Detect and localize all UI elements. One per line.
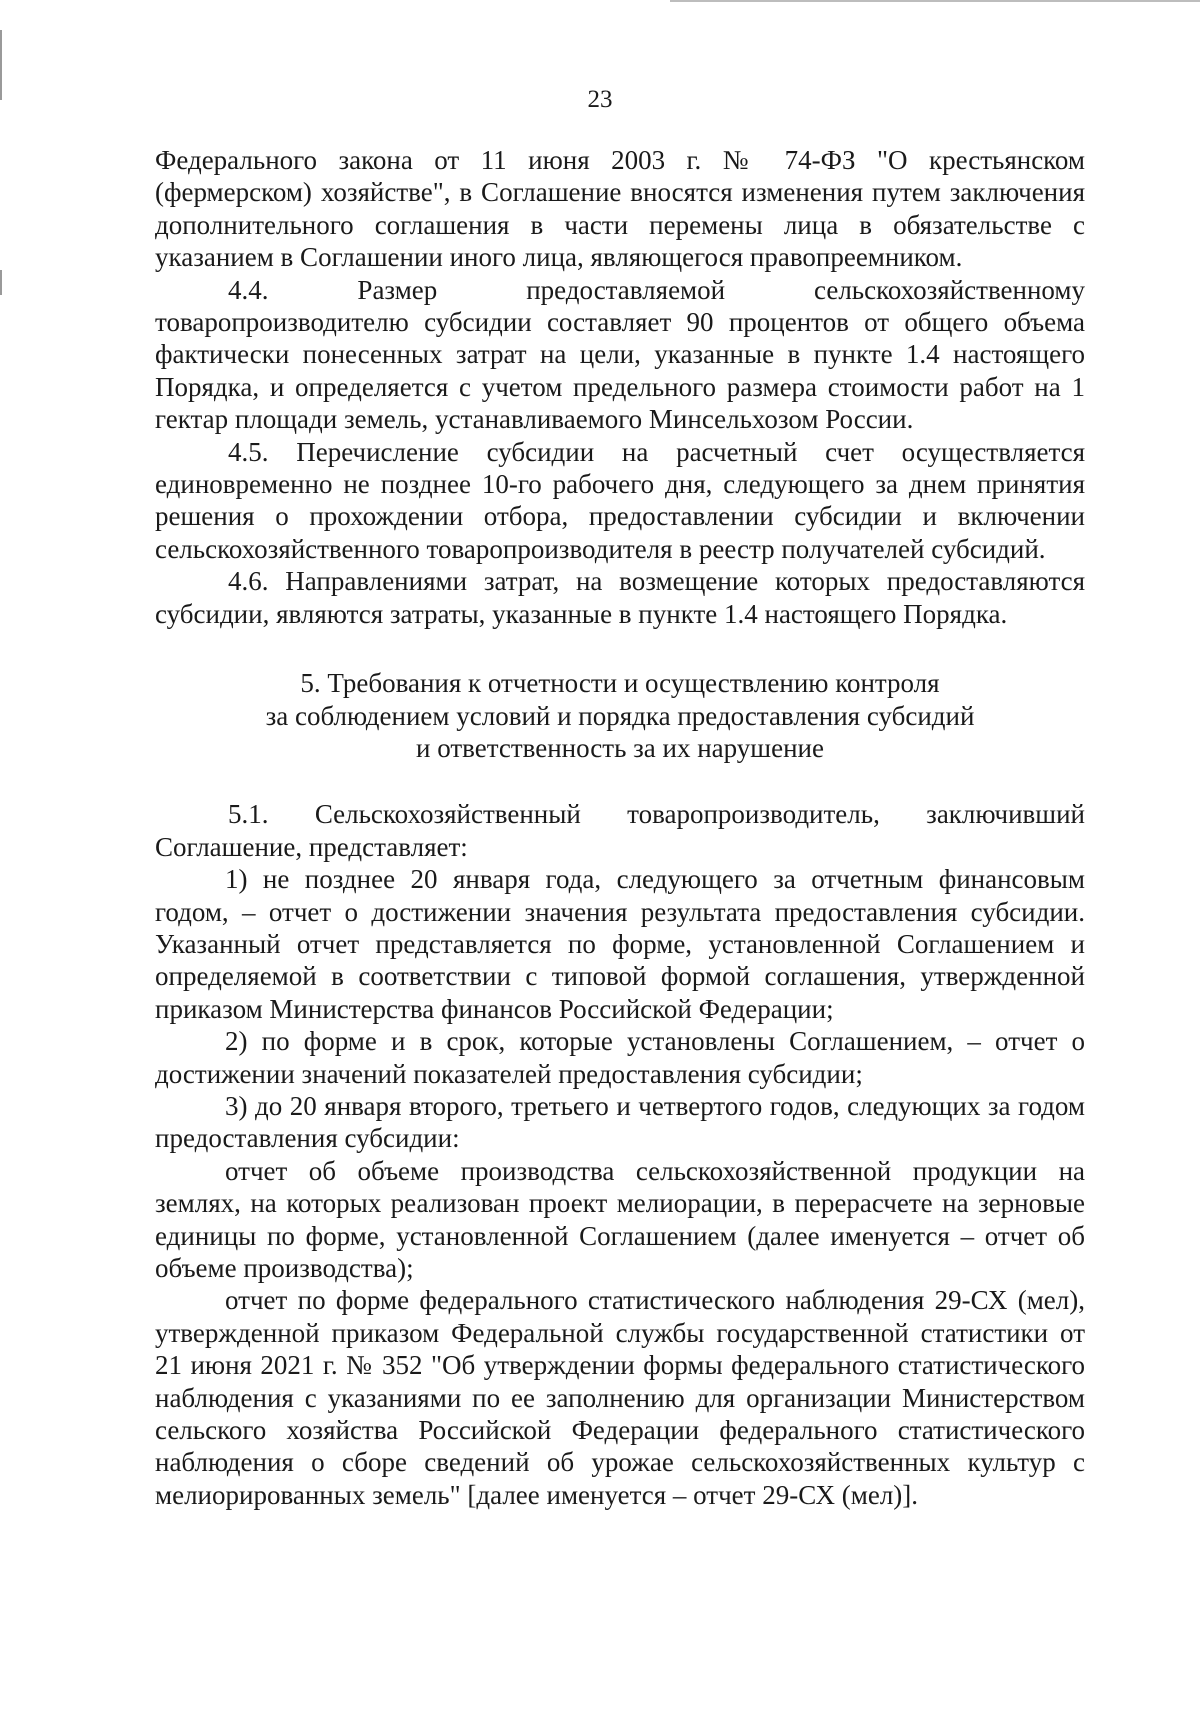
scan-edge-left	[0, 270, 2, 295]
paragraph-4-5: 4.5. Перечисление субсидии на расчетный счет осуществляется единовременно не позднее 10-го рабочего дня, следующего за днем принятия решения о прохождении отбора, предоставлении субсидии и включении сельскохозяйственного товаропроизводителя в реестр получателей субсидий.	[155, 436, 1085, 564]
paragraph-continuation: Федерального закона от 11 июня 2003 г. № 74-ФЗ "О крестьянском (фермерском) хозяйстве", в Соглашение вносятся изменения путем заключения дополнительного соглашения в части перемены лица в обязательстве с указанием в Соглашении иного лица, являющегося правопреемником.	[155, 145, 1085, 273]
paragraph-29cx-report: отчет по форме федерального статистического наблюдения 29-СХ (мел), утвержденной приказом Федеральной службы государственной статистики от 21 июня 2021 г. № 352 "Об утверждении формы федерального статистического наблюдения с указаниями по ее заполнению для организации Министерством сельского хозяйства Российской Федерации федерального статистического наблюдения о сборе сведений об урожае сельскохозяйственных культур с мелиорированных земель" [далее именуется – отчет 29-СХ (мел)].	[155, 1285, 1085, 1510]
paragraph-production-report: отчет об объеме производства сельскохозяйственной продукции на землях, на которых реализован проект мелиорации, в перерасчете на зерновые единицы по форме, установленной Соглашением (далее именуется – отчет об объеме производства);	[155, 1155, 1085, 1283]
page-number: 23	[587, 86, 613, 113]
paragraph-5-1: 5.1. Сельскохозяйственный товаропроизводитель, заключивший Соглашение, представляет:	[155, 799, 1085, 862]
section-5-title	[155, 667, 1085, 764]
paragraph-4-4: 4.4. Размер предоставляемой сельскохозяйственному товаропроизводителю субсидии составляет 90 процентов от общего объема фактически понесенных затрат на цели, указанные в пункте 1.4 настоящего Порядка, и определяется с учетом предельного размера стоимости работ на 1 гектар площади земель, устанавливаемого Минсельхозом России.	[155, 274, 1085, 435]
section-title-line: 5. Требования к отчетности и осуществлению контроля	[300, 668, 940, 699]
section-title-line: за соблюдением условий и порядка предоставления субсидий	[265, 700, 975, 731]
paragraph-item-2: 2) по форме и в срок, которые установлены Соглашением, – отчет о достижении значений показателей предоставления субсидии;	[155, 1026, 1085, 1089]
section-title-line: и ответственность за их нарушение	[416, 732, 824, 763]
document-body	[155, 144, 1085, 1511]
scan-edge-top	[670, 0, 1200, 2]
paragraph-item-1: 1) не позднее 20 января года, следующего за отчетным финансовым годом, – отчет о достижении значения результата предоставления субсидии. Указанный отчет представляется по форме, установленной Соглашением и определяемой в соответствии с типовой формой соглашения, утвержденной приказом Министерства финансов Российской Федерации;	[155, 864, 1085, 1024]
paragraph-item-3: 3) до 20 января второго, третьего и четвертого годов, следующих за годом предоставления субсидии:	[155, 1090, 1085, 1154]
paragraph-4-6: 4.6. Направлениями затрат, на возмещение которых предоставляются субсидии, являются затраты, указанные в пункте 1.4 настоящего Порядка.	[155, 566, 1085, 629]
